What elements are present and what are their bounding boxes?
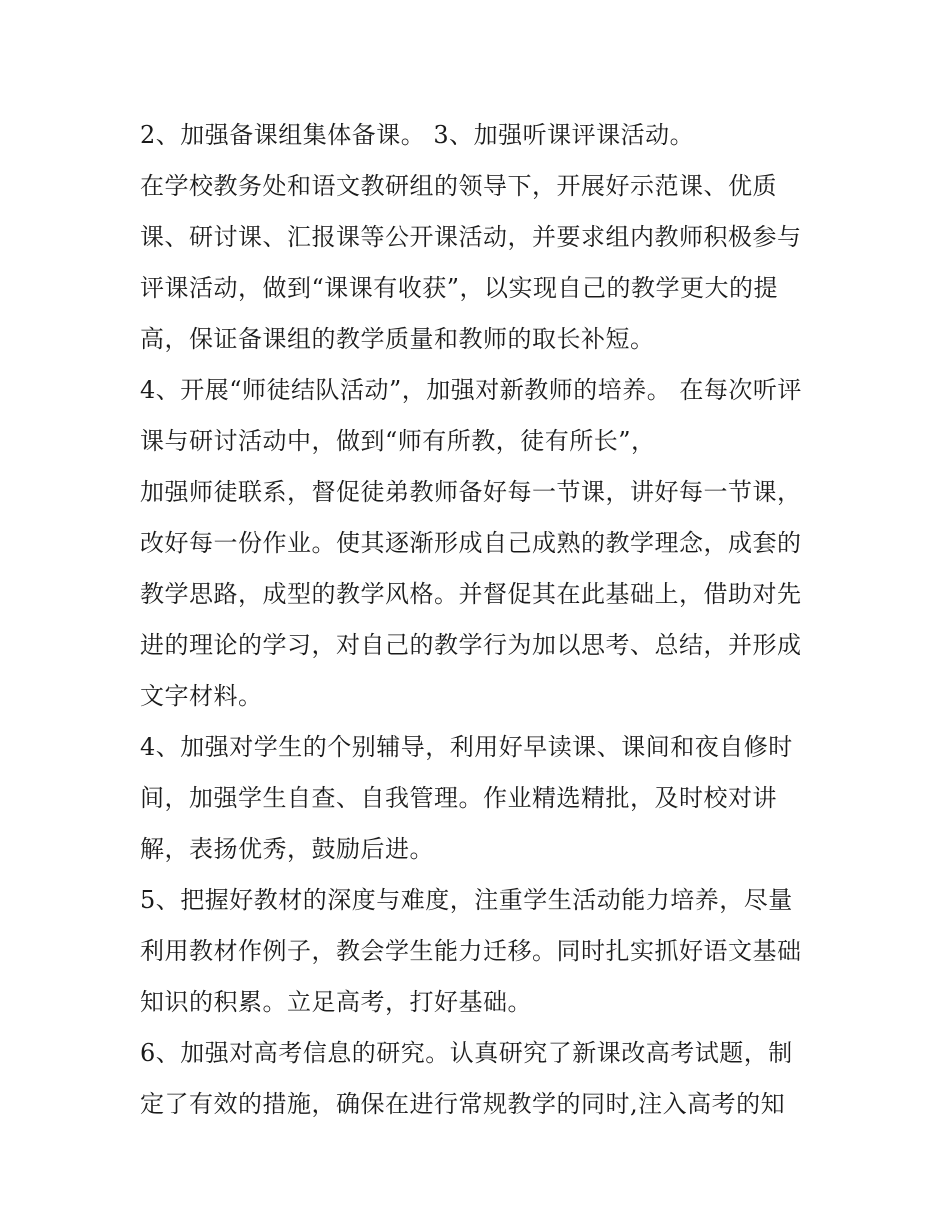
text-line: 改好每一份作业。使其逐渐形成自己成熟的教学理念，成套的	[140, 529, 802, 557]
text-line: 文字材料。	[140, 682, 263, 710]
text-line: 6、加强对高考信息的研究。认真研究了新课改高考试题，制	[140, 1039, 793, 1067]
text-line: 知识的积累。立足高考，打好基础。	[140, 988, 532, 1016]
text-line: 在学校教务处和语文教研组的领导下，开展好示范课、优质	[140, 172, 777, 200]
text-line: 2、加强备课组集体备课。 3、加强听课评课活动。	[140, 121, 695, 149]
document-body	[140, 110, 820, 1130]
text-line: 课与研讨活动中，做到“师有所教，徒有所长”，	[140, 427, 656, 455]
text-line: 解，表扬优秀，鼓励后进。	[140, 835, 434, 863]
text-line: 教学思路，成型的教学风格。并督促其在此基础上，借助对先	[140, 580, 802, 608]
text-line: 课、研讨课、汇报课等公开课活动，并要求组内教师积极参与	[140, 223, 802, 251]
text-line: 4、加强对学生的个别辅导，利用好早读课、课间和夜自修时	[140, 733, 793, 761]
text-line: 评课活动，做到“课课有收获”，以实现自己的教学更大的提	[140, 274, 779, 302]
text-line: 进的理论的学习，对自己的教学行为加以思考、总结，并形成	[140, 631, 802, 659]
text-line: 5、把握好教材的深度与难度，注重学生活动能力培养，尽量	[140, 886, 793, 914]
text-line: 间，加强学生自查、自我管理。作业精选精批，及时校对讲	[140, 784, 777, 812]
text-line: 加强师徒联系，督促徒弟教师备好每一节课，讲好每一节课，	[140, 478, 802, 506]
text-line: 利用教材作例子，教会学生能力迁移。同时扎实抓好语文基础	[140, 937, 802, 965]
text-line: 4、开展“师徒结队活动”，加强对新教师的培养。 在每次听评	[140, 376, 802, 404]
text-line: 定了有效的措施，确保在进行常规教学的同时,注入高考的知	[140, 1090, 786, 1118]
text-line: 高，保证备课组的教学质量和教师的取长补短。	[140, 325, 655, 353]
